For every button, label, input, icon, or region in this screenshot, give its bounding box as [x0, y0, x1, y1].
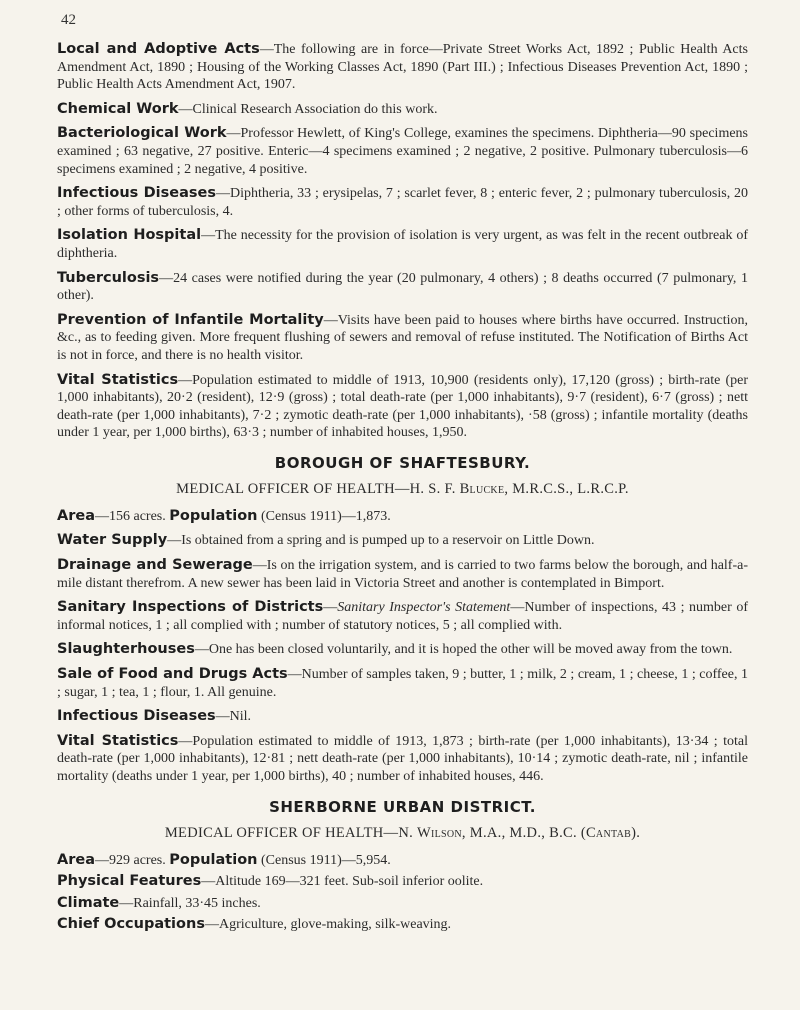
section-text: Is on the irrigation system, and is carried to two farms below the borough, and half-a-mile distant therefrom. A new sewer has been laid in Victoria Street and another is contemplated in Bimport. [57, 558, 748, 591]
area-heading: Area [57, 507, 95, 524]
district-title-sherborne: SHERBORNE URBAN DISTRICT. [269, 797, 536, 816]
moh-name: Blucke [459, 480, 505, 497]
section-heading: Local and Adoptive Acts [57, 41, 260, 57]
section-paragraph: Sanitary Inspections of Districts—Sanitary Inspector's Statement—Number of inspections, 43 ; number of informal notices, 1 ; all complied with ; number of statutory notices, 5 ; all complied with. [57, 599, 749, 633]
section-text: Clinical Research Association do this work. [192, 101, 438, 117]
section-paragraph: Tuberculosis—24 cases were notified during the year (20 pulmonary, 4 others) ; 8 deaths occurred (7 pulmonary, 1 other). [57, 269, 748, 304]
section-paragraph: Infectious Diseases—Nil. [57, 708, 252, 725]
area-text: 156 acres. [109, 508, 166, 524]
section-heading: Vital Statistics [57, 732, 179, 749]
physical-heading: Physical Features [57, 873, 202, 890]
climate-text: Rainfall, 33·45 inches. [133, 895, 261, 911]
section-heading: Drainage and Sewerage [57, 557, 253, 574]
occupations-heading: Chief Occupations [57, 916, 205, 933]
section-text: The following are in force—Private Street Works Act, 1892 ; Public Health Acts Amendment Act, 1890 ; Housing of the Working Classes Act, 1890 (Part III.) ; Infectious Diseases Prevention Act, 1890 ; Public Health Acts Amendment Act, 1907. [57, 42, 748, 93]
section-text: —Number of inspections, 43 ; number of informal notices, 1 ; all complied with ; number of statutory notices, 5 ; all complied with. [57, 600, 749, 633]
sections-a [57, 41, 748, 442]
page-content [57, 41, 748, 938]
section-paragraph: Prevention of Infantile Mortality—Visits have been paid to houses where births have occurred. Instruction, &c., as to feeding given. More frequent flushing of sewers and removal of refuse instituted. The Notification of Births Act is not in force, and there is no health visitor. [57, 311, 748, 363]
section-paragraph: Slaughterhouses—One has been closed voluntarily, and it is hoped the other will be moved away from the town. [57, 641, 733, 658]
section-paragraph: Water Supply—Is obtained from a spring and is pumped up to a reservoir on Little Down. [57, 532, 595, 549]
section-heading: Sale of Food and Drugs Acts [57, 666, 288, 683]
population-text: (Census 1911)—1,873. [261, 508, 391, 524]
section-paragraph: Vital Statistics—Population estimated to middle of 1913, 10,900 (residents only), 17,120 (gross) ; birth-rate (per 1,000 inhabitants), 20·2 (resident), 12·9 (gross) ; total death-rate (per 1,000 inhabitants), 9·7 (resident), 6·7 (gross) ; nett death-rate (per 1,000 inhabitants), 7·2 ; zymotic death-rate (per 1,000 inhabitants), ·58 (gross) ; infantile mortality (deaths under 1 year, per 1,000 births), 63·3 ; number of inhabited houses, 1,950. [57, 371, 748, 441]
section-paragraph: Isolation Hospital—The necessity for the provision of isolation is very urgent, as was felt in the recent outbreak of diphtheria. [57, 227, 748, 261]
section-heading: Prevention of Infantile Mortality [57, 311, 324, 328]
section-text: Number of samples taken, 9 ; butter, 1 ; milk, 2 ; cream, 1 ; cheese, 1 ; coffee, 1 ; sugar, 1 ; tea, 1 ; flour, 1. All genuine. [57, 667, 748, 700]
section-paragraph: Drainage and Sewerage—Is on the irrigation system, and is carried to two farms below the borough, and half-a-mile distant therefrom. A new sewer has been laid in Victoria Street and another is contemplated in Bimport. [57, 557, 748, 591]
section-heading: Bacteriological Work [57, 125, 227, 142]
area-population-line: Area—156 acres. Population (Census 1911)—1,873. [57, 507, 391, 524]
area-text: 929 acres. [109, 852, 166, 868]
section-heading: Vital Statistics [57, 371, 179, 388]
population-heading: Population [169, 851, 258, 868]
section-italic-text: Sanitary Inspector's Statement [337, 600, 511, 616]
physical-features-line: Physical Features—Altitude 169—321 feet. Sub-soil inferior oolite. [57, 873, 484, 890]
section-text: Visits have been paid to houses where births have occurred. Instruction, &c., as to feeding given. More frequent flushing of sewers and removal of refuse instituted. The Notification of Births Act is not in force, and there is no health visitor. [57, 312, 748, 363]
section-text: The necessity for the provision of isolation is very urgent, as was felt in the recent outbreak of diphtheria. [57, 228, 748, 261]
section-heading: Infectious Diseases [57, 185, 216, 202]
moh-prefix: MEDICAL OFFICER OF HEALTH—H. S. F. [176, 480, 460, 497]
section-text: Population estimated to middle of 1913, 1,873 ; birth-rate (per 1,000 inhabitants), 13·34 ; total death-rate (per 1,000 inhabitants), 12·81 ; nett death-rate (per 1,000 inhabitants), 10·14 ; zymotic death-rate, nil ; infantile mortality (deaths under 1 year, per 1,000 births), 40 ; number of inhabited houses, 446. [57, 733, 748, 784]
section-text: One has been closed voluntarily, and it is hoped the other will be moved away from the town. [208, 642, 733, 658]
section-heading: Infectious Diseases [57, 708, 216, 725]
moh-name: Wilson [416, 824, 462, 841]
section-paragraph: Bacteriological Work—Professor Hewlett, of King's College, examines the specimens. Diphtheria—90 specimens examined ; 63 negative, 27 positive. Enteric—4 specimens examined ; 2 negative, 2 positive. Pulmonary tuberculosis—6 specimens examined ; 2 negative, 4 positive. [57, 125, 748, 177]
section-heading: Isolation Hospital [57, 227, 202, 244]
moh-prefix: MEDICAL OFFICER OF HEALTH—N. [164, 824, 417, 841]
moh-suffix: , M.R.C.S., L.R.C.P. [504, 480, 629, 497]
occupations-line: Chief Occupations—Agriculture, glove-making, silk-weaving. [57, 916, 452, 933]
moh-cantab: Cantab [585, 824, 632, 841]
section-text: Is obtained from a spring and is pumped up to a reservoir on Little Down. [181, 533, 595, 549]
section-text: Diphtheria, 33 ; erysipelas, 7 ; scarlet fever, 8 ; enteric fever, 2 ; pulmonary tuberculosis, 20 ; other forms of tuberculosis, 4. [57, 186, 749, 219]
district-title-shaftesbury: BOROUGH OF SHAFTESBURY. [274, 453, 531, 472]
section-heading: Water Supply [57, 532, 168, 549]
section-heading: Chemical Work [57, 100, 179, 117]
section-heading: Slaughterhouses [57, 641, 195, 658]
section-text: Population estimated to middle of 1913, 10,900 (residents only), 17,120 (gross) ; birth-rate (per 1,000 inhabitants), 20·2 (resident), 12·9 (gross) ; total death-rate (per 1,000 inhabitants), 9·7 (resident), 6·7 (gross) ; nett death-rate (per 1,000 inhabitants), 7·2 ; zymotic death-rate (per 1,000 inhabitants), ·58 (gross) ; infantile mortality (deaths under 1 year, per 1,000 births), 63·3 ; number of inhabited houses, 1,950. [57, 372, 748, 441]
section-paragraph: Sale of Food and Drugs Acts—Number of samples taken, 9 ; butter, 1 ; milk, 2 ; cream, 1 ; cheese, 1 ; coffee, 1 ; sugar, 1 ; tea, 1 ; flour, 1. All genuine. [57, 666, 748, 700]
section-paragraph: Infectious Diseases—Diphtheria, 33 ; erysipelas, 7 ; scarlet fever, 8 ; enteric fever, 2 ; pulmonary tuberculosis, 20 ; other forms of tuberculosis, 4. [57, 185, 749, 219]
section-text: 24 cases were notified during the year (20 pulmonary, 4 others) ; 8 deaths occurred (7 pulmonary, 1 other). [57, 270, 748, 304]
climate-line: Climate—Rainfall, 33·45 inches. [57, 894, 261, 911]
medical-officer-line [57, 481, 748, 498]
section-heading: Tuberculosis [57, 269, 160, 286]
section-heading: Sanitary Inspections of Districts [57, 599, 324, 616]
section-paragraph: Chemical Work—Clinical Research Association do this work. [57, 100, 438, 117]
moh-suffix: , M.A., M.D., B.C. ( [461, 824, 586, 841]
moh-end: ). [631, 824, 641, 841]
occupations-text: Agriculture, glove-making, silk-weaving. [218, 917, 452, 933]
page-number: 42 [61, 12, 76, 28]
population-text: (Census 1911)—5,954. [261, 852, 391, 868]
area-heading: Area [57, 851, 95, 868]
section-paragraph: Local and Adoptive Acts—The following are in force—Private Street Works Act, 1892 ; Public Health Acts Amendment Act, 1890 ; Housing of the Working Classes Act, 1890 (Part III.) ; Infectious Diseases Prevention Act, 1890 ; Public Health Acts Amendment Act, 1907. [57, 41, 748, 93]
medical-officer-line [57, 825, 748, 842]
section-paragraph: Vital Statistics—Population estimated to middle of 1913, 1,873 ; birth-rate (per 1,000 inhabitants), 13·34 ; total death-rate (per 1,000 inhabitants), 12·81 ; nett death-rate (per 1,000 inhabitants), 10·14 ; zymotic death-rate, nil ; infantile mortality (deaths under 1 year, per 1,000 births), 40 ; number of inhabited houses, 446. [57, 732, 748, 784]
section-text: Professor Hewlett, of King's College, examines the specimens. Diphtheria—90 specimens examined ; 63 negative, 27 positive. Enteric—4 specimens examined ; 2 negative, 2 positive. Pulmonary tuberculosis—6 specimens examined ; 2 negative, 4 positive. [57, 126, 748, 177]
population-heading: Population [169, 507, 258, 524]
physical-text: Altitude 169—321 feet. Sub-soil inferior oolite. [215, 874, 484, 890]
area-population-line: Area—929 acres. Population (Census 1911)—5,954. [57, 851, 391, 868]
section-text: Nil. [229, 709, 252, 725]
climate-heading: Climate [57, 894, 120, 911]
